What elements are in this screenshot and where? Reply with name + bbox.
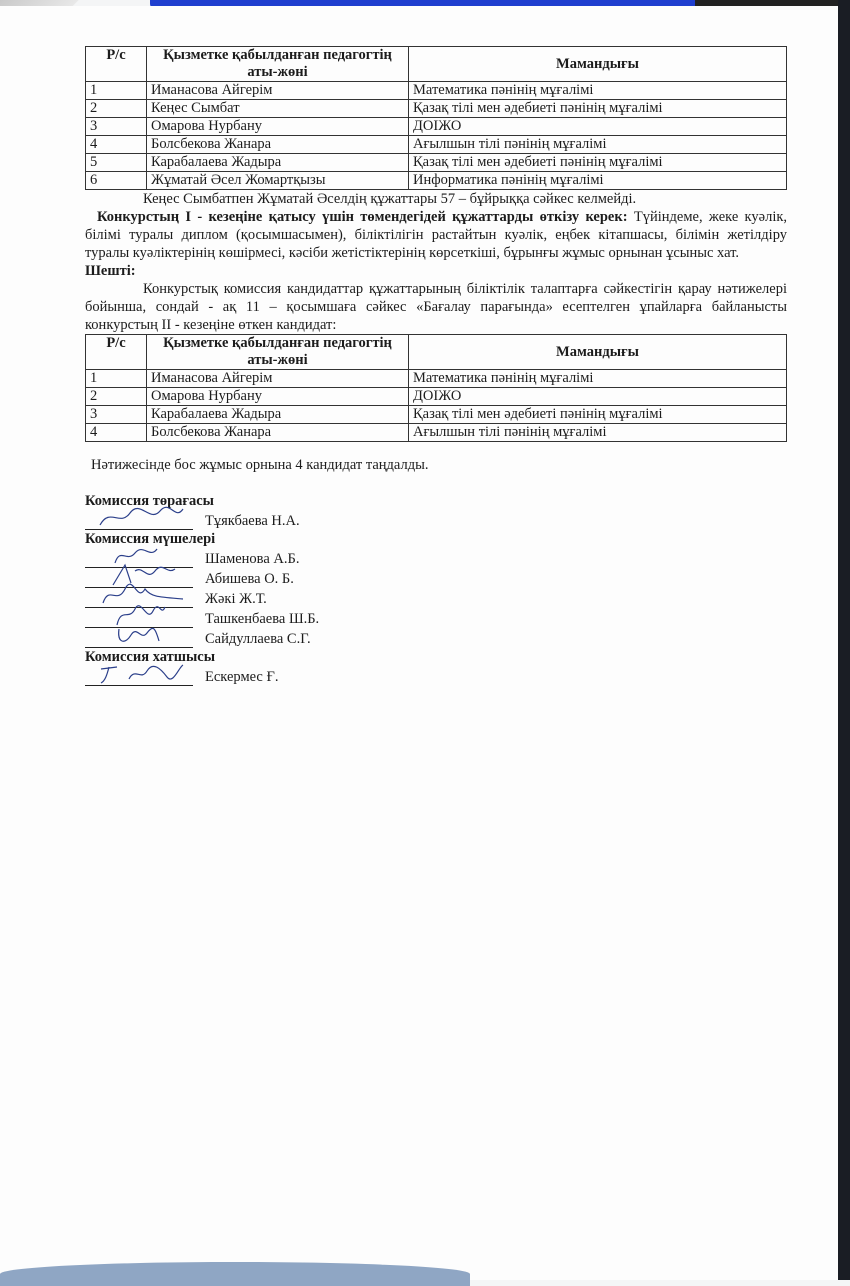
header-name: Қызметке қабылданған педагогтің аты-жөні bbox=[147, 47, 409, 82]
signature-row bbox=[85, 628, 787, 648]
row-number: 2 bbox=[86, 388, 147, 406]
table-row bbox=[86, 154, 787, 172]
table-row bbox=[86, 370, 787, 388]
row-number: 5 bbox=[86, 154, 147, 172]
signature-line bbox=[85, 631, 193, 648]
row-number: 4 bbox=[86, 424, 147, 442]
row-number: 2 bbox=[86, 100, 147, 118]
row-specialty: Математика пәнінің мұғалімі bbox=[409, 370, 787, 388]
secretary-label: Комиссия хатшысы bbox=[85, 649, 216, 665]
members-label: Комиссия мүшелері bbox=[85, 531, 216, 547]
row-specialty: Қазақ тілі мен әдебиеті пәнінің мұғалімі bbox=[409, 154, 787, 172]
chair-label: Комиссия төрағасы bbox=[85, 493, 214, 509]
secretary-name: Ескермес Ғ. bbox=[205, 669, 279, 685]
signature-row bbox=[85, 608, 787, 628]
member-name: Шаменова А.Б. bbox=[205, 551, 300, 567]
note-text: Кеңес Сымбатпен Жұматай Әселдің құжаттары 57 – бұйрыққа сәйкес келмейді. bbox=[143, 191, 637, 207]
row-specialty: Қазақ тілі мен әдебиеті пәнінің мұғалімі bbox=[409, 100, 787, 118]
table-row bbox=[86, 82, 787, 100]
header-specialty: Мамандығы bbox=[409, 335, 787, 370]
signature-scribble-icon bbox=[95, 623, 185, 647]
row-name: Иманасова Айгерім bbox=[147, 370, 409, 388]
chair-name: Тұякбаева Н.А. bbox=[205, 513, 300, 529]
row-specialty: Ағылшын тілі пәнінің мұғалімі bbox=[409, 424, 787, 442]
document-content bbox=[85, 46, 787, 686]
result-text: Нәтижесінде бос жұмыс орнына 4 кандидат таңдалды. bbox=[91, 457, 429, 473]
row-name: Карабалаева Жадыра bbox=[147, 406, 409, 424]
table-header-row bbox=[86, 47, 787, 82]
blue-object-bottom bbox=[0, 1262, 470, 1286]
signature-row bbox=[85, 568, 787, 588]
row-specialty: ДОІЖО bbox=[409, 388, 787, 406]
signature-row bbox=[85, 588, 787, 608]
member-name: Абишева О. Б. bbox=[205, 571, 294, 587]
header-specialty: Мамандығы bbox=[409, 47, 787, 82]
signatures-block bbox=[85, 492, 787, 686]
decision-text: Конкурстық комиссия кандидаттар құжаттарының біліктілік талаптарға сәйкестігін қарау нәтижелері бойынша, сондай - ақ 11 – қосымшаға сәйкес «Бағалау парағында» есептелген ұпайларға байланысты конкурстың ІІ - кезеңіне өткен кандидат: bbox=[85, 281, 787, 333]
table-row bbox=[86, 388, 787, 406]
row-specialty: Информатика пәнінің мұғалімі bbox=[409, 172, 787, 190]
signature-scribble-icon bbox=[95, 505, 185, 529]
row-number: 3 bbox=[86, 406, 147, 424]
header-number: Р/с bbox=[86, 47, 147, 82]
row-name: Жұматай Әсел Жомартқызы bbox=[147, 172, 409, 190]
signature-scribble-icon bbox=[95, 661, 185, 685]
member-name: Сайдуллаева С.Г. bbox=[205, 631, 311, 647]
signature-line bbox=[85, 513, 193, 530]
row-specialty: ДОІЖО bbox=[409, 118, 787, 136]
page-right-edge bbox=[838, 0, 850, 1280]
requirements-paragraph bbox=[85, 208, 787, 262]
table-row bbox=[86, 406, 787, 424]
row-specialty: Ағылшын тілі пәнінің мұғалімі bbox=[409, 136, 787, 154]
signature-row bbox=[85, 548, 787, 568]
row-name: Омарова Нурбану bbox=[147, 388, 409, 406]
row-number: 1 bbox=[86, 82, 147, 100]
table-row bbox=[86, 424, 787, 442]
row-name: Омарова Нурбану bbox=[147, 118, 409, 136]
passed-candidates-table bbox=[85, 334, 787, 442]
signature-line bbox=[85, 669, 193, 686]
requirements-heading: Конкурстың І - кезеңіне қатысу үшін төмендегідей құжаттарды өткізу керек: bbox=[97, 209, 628, 225]
row-name: Болсбекова Жанара bbox=[147, 424, 409, 442]
requirements-text: Түйіндеме, жеке куәлік, білімі туралы диплом (қосымшасымен), біліктілігін растайтын куәлік, еңбек кітапшасы, білімін жетілдіру туралы куәліктерінің көшірмесі, кәсіби жетістіктерінің көрсеткіші, бұрынғы жұмыс орнынан ұсыныс хат. bbox=[85, 209, 788, 261]
row-number: 1 bbox=[86, 370, 147, 388]
row-number: 6 bbox=[86, 172, 147, 190]
table-row bbox=[86, 136, 787, 154]
row-name: Иманасова Айгерім bbox=[147, 82, 409, 100]
candidates-table bbox=[85, 46, 787, 190]
row-number: 3 bbox=[86, 118, 147, 136]
table-row bbox=[86, 100, 787, 118]
row-name: Кеңес Сымбат bbox=[147, 100, 409, 118]
header-name: Қызметке қабылданған педагогтің аты-жөні bbox=[147, 335, 409, 370]
signature-row bbox=[85, 510, 787, 530]
row-specialty: Математика пәнінің мұғалімі bbox=[409, 82, 787, 100]
member-name: Жәкі Ж.Т. bbox=[205, 591, 267, 607]
row-number: 4 bbox=[86, 136, 147, 154]
table-header-row bbox=[86, 335, 787, 370]
row-specialty: Қазақ тілі мен әдебиеті пәнінің мұғалімі bbox=[409, 406, 787, 424]
member-name: Ташкенбаева Ш.Б. bbox=[205, 611, 320, 627]
row-name: Болсбекова Жанара bbox=[147, 136, 409, 154]
table-row bbox=[86, 118, 787, 136]
decision-heading: Шешті: bbox=[85, 263, 136, 279]
signature-row bbox=[85, 666, 787, 686]
row-name: Карабалаева Жадыра bbox=[147, 154, 409, 172]
table-row bbox=[86, 172, 787, 190]
header-number: Р/с bbox=[86, 335, 147, 370]
